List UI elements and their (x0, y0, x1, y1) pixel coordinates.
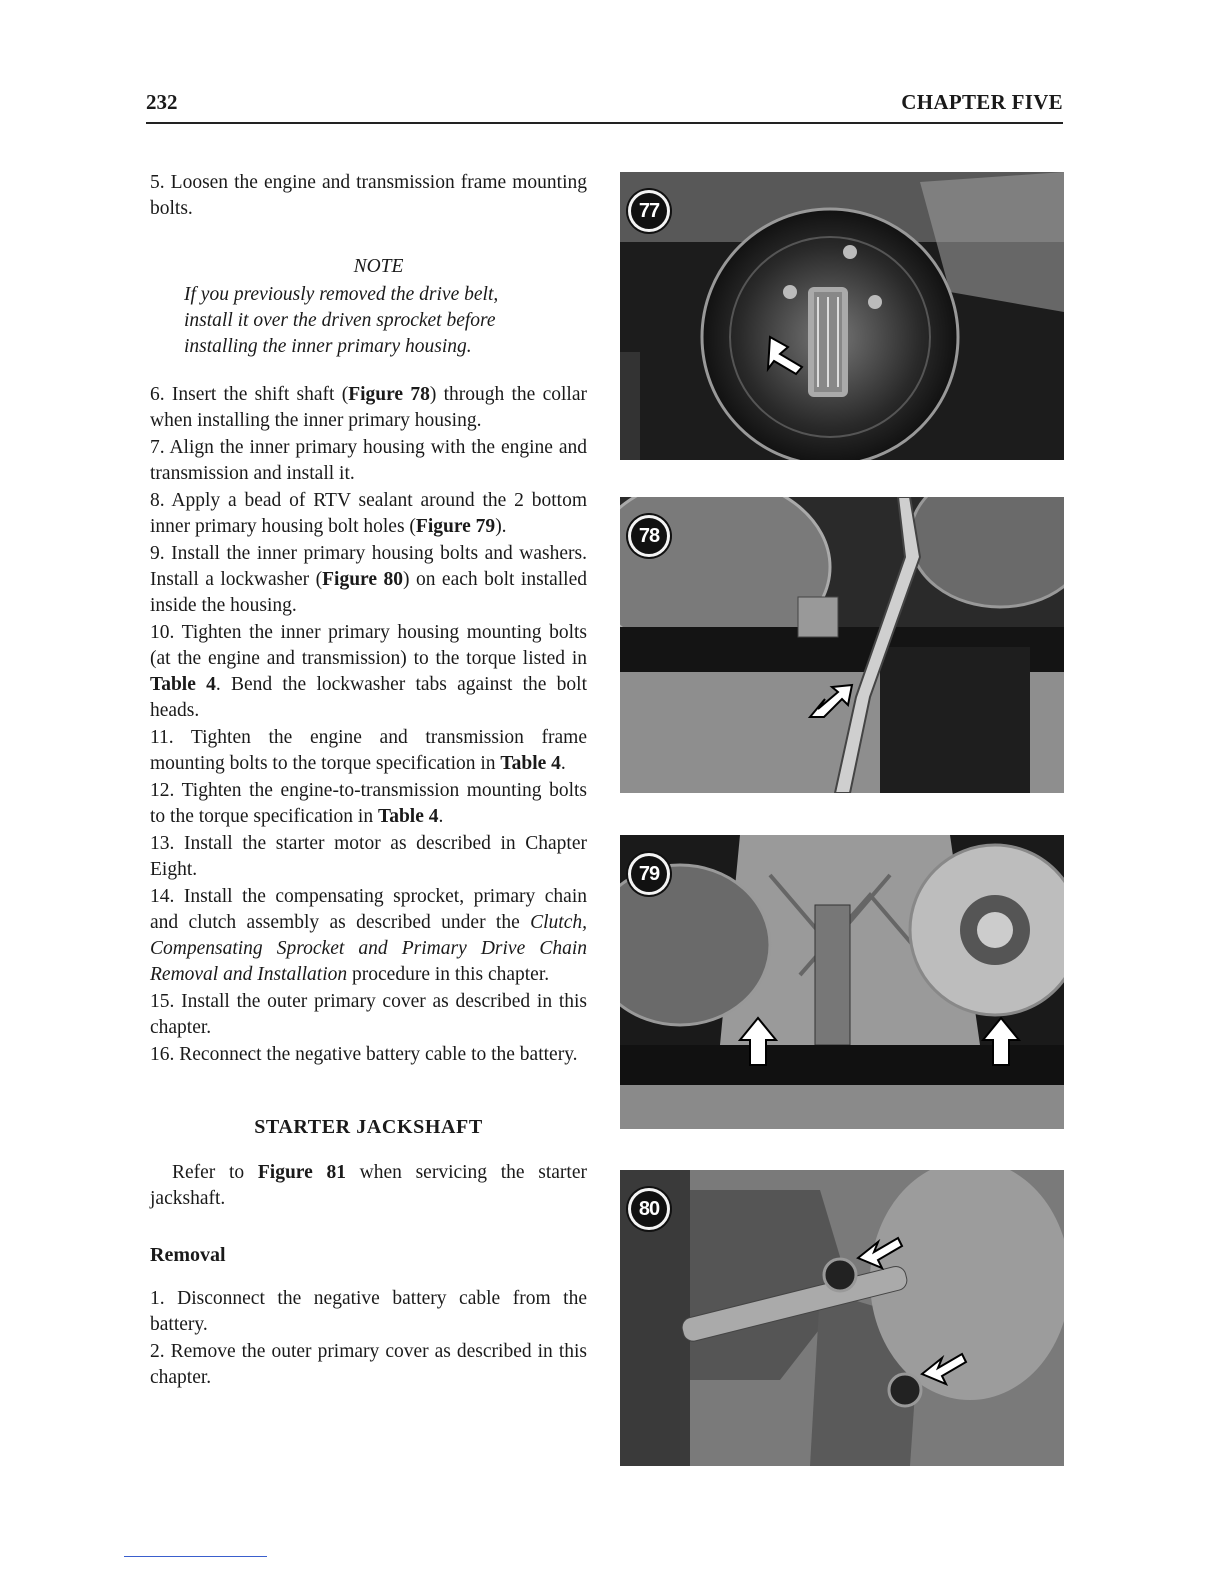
step-12: 12. Tighten the engine-to-transmission mounting bolts to the torque specification in Table 4. (150, 780, 587, 827)
figure-80-photo (620, 1170, 1064, 1466)
procedure-ref: Clutch, Compensating Sprocket and Primary Drive Chain Removal and Installation (150, 912, 587, 985)
step-5: 5. Loosen the engine and transmission frame mounting bolts. (150, 172, 587, 219)
figure-ref: Figure 79 (415, 516, 496, 537)
table-ref: Table 4 (150, 674, 216, 695)
table-ref: Table 4 (500, 753, 561, 774)
figure-78-label: 78 (628, 515, 670, 557)
step-14: 14. Install the compensating sprocket, primary chain and clutch assembly as described under the Clutch, Compensating Sprocket and Primary Drive Chain Removal and Installation procedure in this chapter. (150, 886, 587, 985)
figure-79-label: 79 (628, 853, 670, 895)
table-ref: Table 4 (377, 806, 439, 827)
figure-80-label: 80 (628, 1188, 670, 1230)
step-13: 13. Install the starter motor as described in Chapter Eight. (150, 833, 587, 880)
note-body: If you previously removed the drive belt, install it over the driven sprocket before installing the inner primary housing. (184, 284, 499, 357)
chapter-title: CHAPTER FIVE (901, 90, 1063, 114)
figure-78-photo (620, 497, 1064, 793)
step-9: 9. Install the inner primary housing bolts and washers. Install a lockwasher (Figure 80) on each bolt installed inside the housing. (150, 543, 587, 616)
subsection-title: Removal (150, 1244, 226, 1266)
figure-ref: Figure 78 (348, 384, 430, 405)
figure-ref: Figure 81 (257, 1162, 346, 1183)
step-8: 8. Apply a bead of RTV sealant around the 2 bottom inner primary housing bolt holes (Figure 79). (150, 490, 587, 537)
step-16: 16. Reconnect the negative battery cable to the battery. (150, 1044, 578, 1065)
figure-77-label: 77 (628, 190, 670, 232)
figure-ref: Figure 80 (322, 569, 403, 590)
section-intro: Refer to Figure 81 when servicing the starter jackshaft. (150, 1162, 587, 1209)
note-title: NOTE (353, 256, 404, 277)
step-7: 7. Align the inner primary housing with the engine and transmission and install it. (150, 437, 587, 484)
section-title: STARTER JACKSHAFT (254, 1116, 483, 1138)
text-column (150, 170, 587, 1392)
figure-77-photo (620, 172, 1064, 460)
removal-step-1: 1. Disconnect the negative battery cable from the battery. (150, 1288, 587, 1335)
step-6: 6. Insert the shift shaft (Figure 78) through the collar when installing the inner primary housing. (150, 384, 587, 431)
removal-step-2: 2. Remove the outer primary cover as described in this chapter. (150, 1341, 587, 1388)
figure-79-photo (620, 835, 1064, 1129)
page-number: 232 (146, 90, 178, 114)
page-header (146, 90, 1063, 124)
step-11: 11. Tighten the engine and transmission frame mounting bolts to the torque specification in Table 4. (150, 727, 587, 774)
step-15: 15. Install the outer primary cover as described in this chapter. (150, 991, 587, 1038)
footer-rule (124, 1556, 267, 1557)
step-10: 10. Tighten the inner primary housing mounting bolts (at the engine and transmission) to the torque listed in Table 4. Bend the lockwasher tabs against the bolt heads. (150, 622, 587, 721)
